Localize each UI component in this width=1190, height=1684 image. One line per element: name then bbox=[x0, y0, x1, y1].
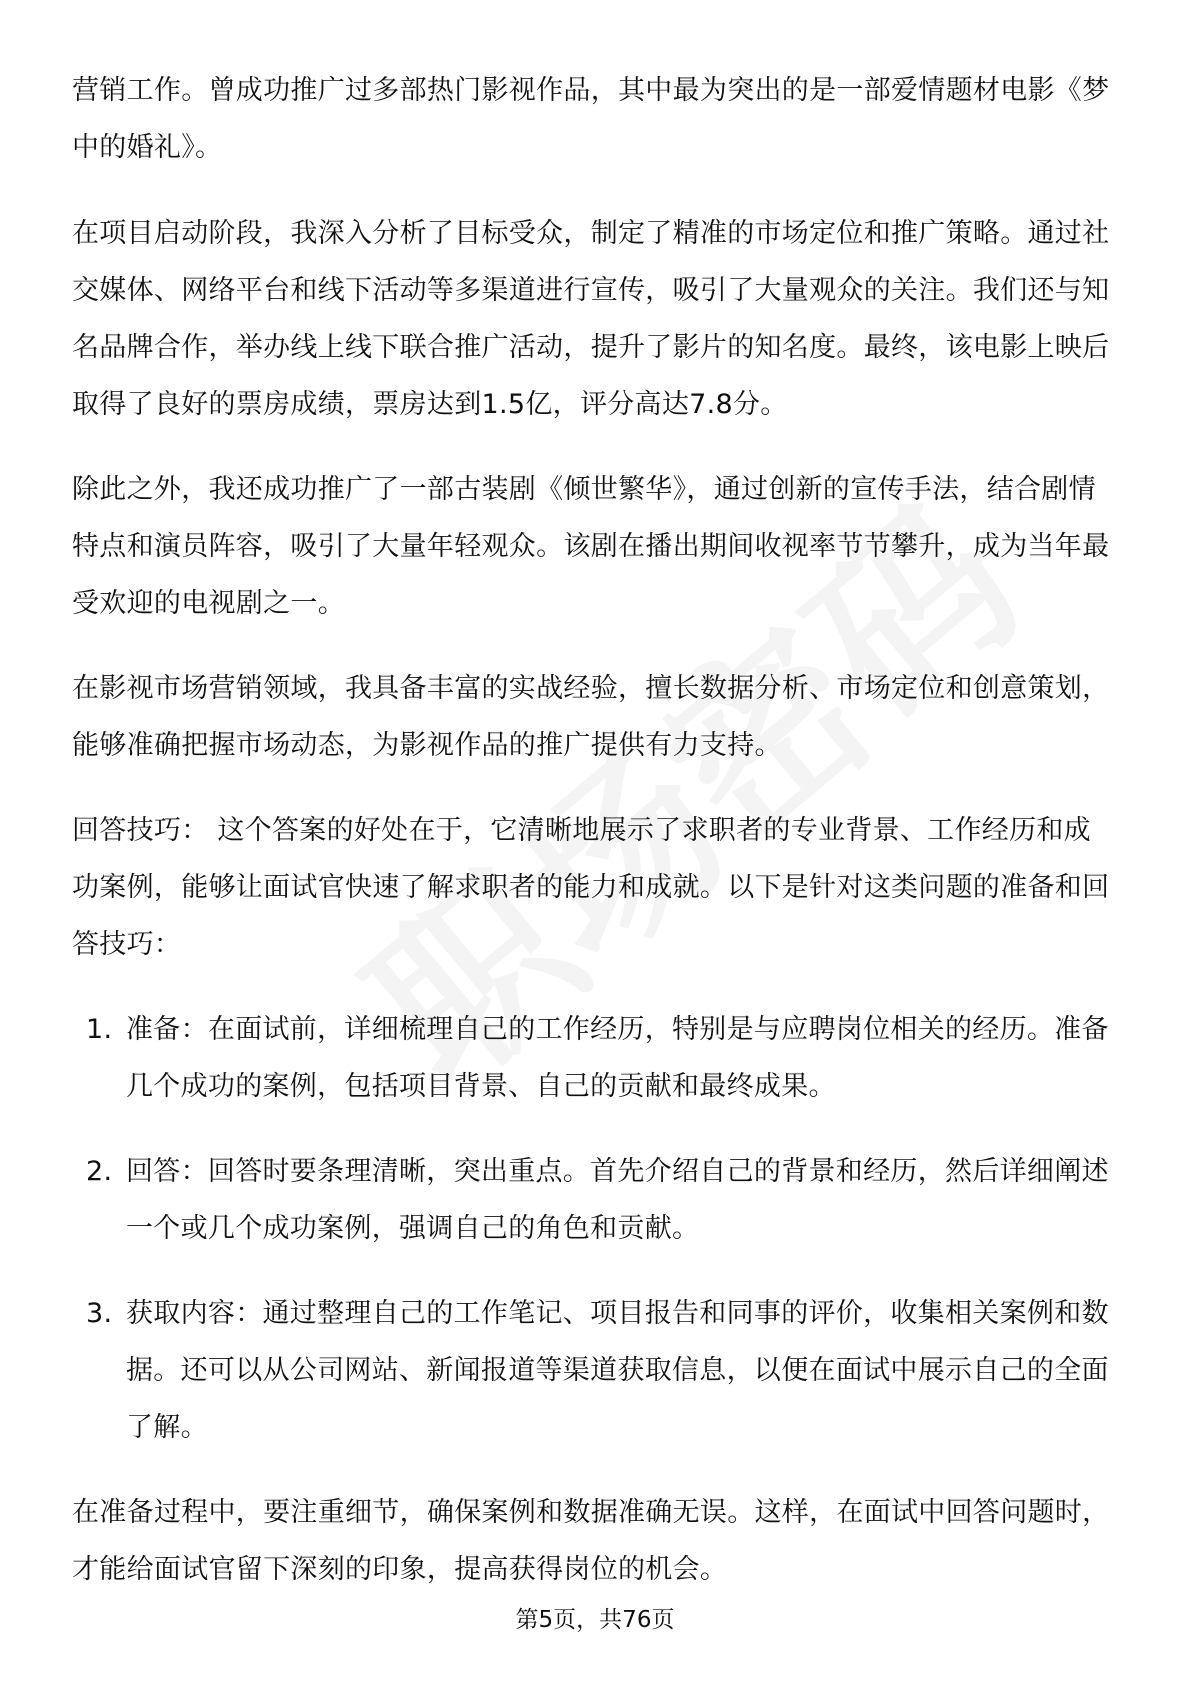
list-number: 3. bbox=[86, 1298, 113, 1329]
list-number: 2. bbox=[86, 1156, 113, 1187]
document-body bbox=[72, 62, 1118, 1626]
paragraph-closing: 在准备过程中，要注重细节，确保案例和数据准确无误。这样，在面试中回答问题时，才能给面试官留下深刻的印象，提高获得岗位的机会。 bbox=[72, 1497, 1110, 1585]
list-number: 1. bbox=[86, 1014, 113, 1045]
paragraph-drama: 除此之外，我还成功推广了一部古装剧《倾世繁华》，通过创新的宣传手法，结合剧情特点和演员阵容，吸引了大量年轻观众。该剧在播出期间收视率节节攀升，成为当年最受欢迎的电视剧之一。 bbox=[72, 474, 1110, 619]
list-item-text: 准备：在面试前，详细梳理自己的工作经历，特别是与应聘岗位相关的经历。准备几个成功的案例，包括项目背景、自己的贡献和最终成果。 bbox=[126, 1014, 1109, 1102]
tips-list bbox=[72, 1001, 1118, 1456]
page-footer: 第5页，共76页 bbox=[515, 1607, 675, 1633]
list-item bbox=[72, 1001, 1118, 1115]
paragraph-project: 在项目启动阶段，我深入分析了目标受众，制定了精准的市场定位和推广策略。通过社交媒体、网络平台和线下活动等多渠道进行宣传，吸引了大量观众的关注。我们还与知名品牌合作，举办线上线下联合推广活动，提升了影片的知名度。最终，该电影上映后取得了良好的票房成绩，票房达到1.5亿，评分高达7.8分。 bbox=[72, 218, 1110, 420]
paragraph-intro: 营销工作。曾成功推广过多部热门影视作品，其中最为突出的是一部爱情题材电影《梦中的婚礼》。 bbox=[72, 75, 1110, 163]
list-item bbox=[72, 1285, 1118, 1456]
list-item-text: 回答：回答时要条理清晰，突出重点。首先介绍自己的背景和经历，然后详细阐述一个或几个成功案例，强调自己的角色和贡献。 bbox=[126, 1156, 1109, 1244]
list-item-text: 获取内容：通过整理自己的工作笔记、项目报告和同事的评价，收集相关案例和数据。还可以从公司网站、新闻报道等渠道获取信息，以便在面试中展示自己的全面了解。 bbox=[126, 1298, 1109, 1443]
list-item bbox=[72, 1143, 1118, 1257]
paragraph-experience: 在影视市场营销领域，我具备丰富的实战经验，擅长数据分析、市场定位和创意策划，能够准确把握市场动态，为影视作品的推广提供有力支持。 bbox=[72, 673, 1110, 761]
paragraph-answer-tips: 回答技巧： 这个答案的好处在于，它清晰地展示了求职者的专业背景、工作经历和成功案例，能够让面试官快速了解求职者的能力和成就。以下是针对这类问题的准备和回答技巧： bbox=[72, 815, 1110, 960]
